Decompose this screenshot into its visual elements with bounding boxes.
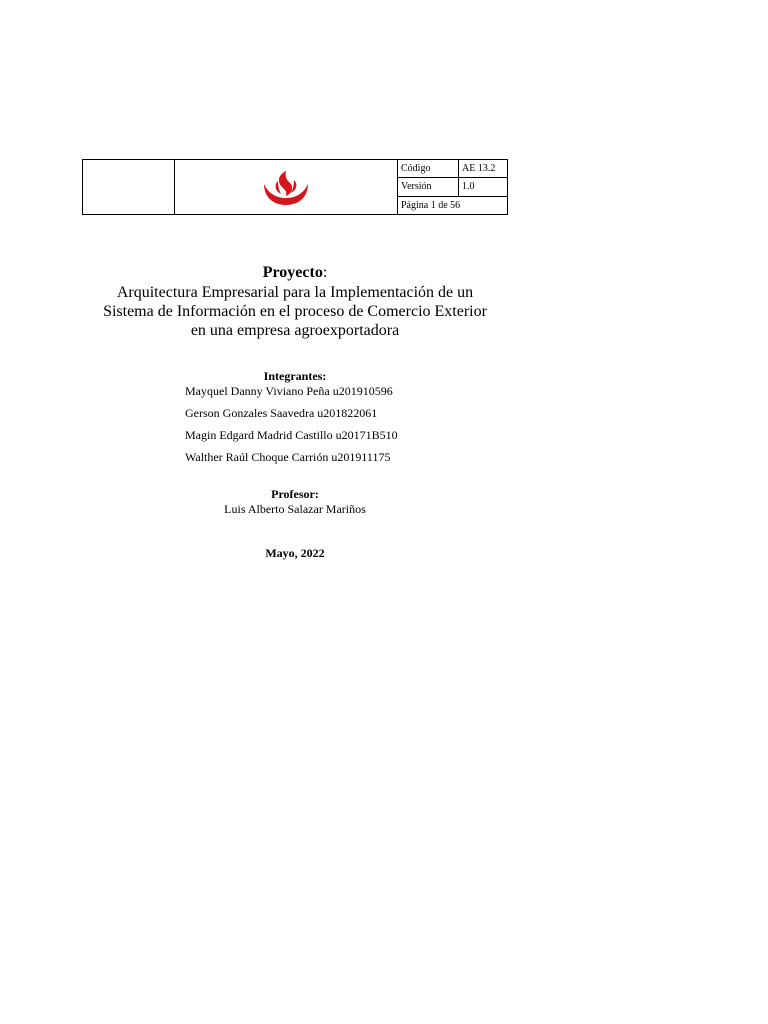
version-value-cell: 1.0: [459, 178, 508, 196]
upc-flame-logo-icon: [260, 167, 312, 207]
header-blank-cell: [83, 160, 175, 215]
member-item: Mayquel Danny Viviano Peña u201910596: [185, 384, 393, 398]
project-label-text: Proyecto: [262, 264, 323, 281]
page-number-cell: Página 1 de 56: [398, 196, 508, 214]
project-label-colon: :: [322, 264, 328, 281]
project-title-line-3: en una empresa agroexportadora: [190, 322, 400, 339]
project-title-line-2: Sistema de Información en el proceso de Comercio Exterior: [103, 303, 487, 320]
member-item: Gerson Gonzales Saavedra u201822061: [185, 406, 378, 420]
members-list: [185, 383, 398, 471]
header-logo-cell: [175, 160, 398, 215]
professor-name: Luis Alberto Salazar Mariños: [224, 502, 366, 516]
version-label-cell: Versión: [398, 178, 459, 196]
member-item: Magin Edgard Madrid Castillo u20171B510: [185, 428, 398, 442]
codigo-label-cell: Código: [398, 160, 459, 178]
document-date: Mayo, 2022: [265, 546, 325, 560]
codigo-value-cell: AE 13.2: [459, 160, 508, 178]
professor-heading: Profesor:: [271, 487, 319, 501]
document-header-table: [82, 159, 508, 215]
project-title-block: [82, 263, 508, 340]
members-heading: Integrantes:: [263, 369, 327, 383]
project-label: [82, 263, 508, 283]
professor-block: [82, 487, 508, 517]
project-title-line-1: Arquitectura Empresarial para la Implementación de un: [116, 284, 474, 301]
member-item: Walther Raúl Choque Carrión u201911175: [185, 450, 391, 464]
